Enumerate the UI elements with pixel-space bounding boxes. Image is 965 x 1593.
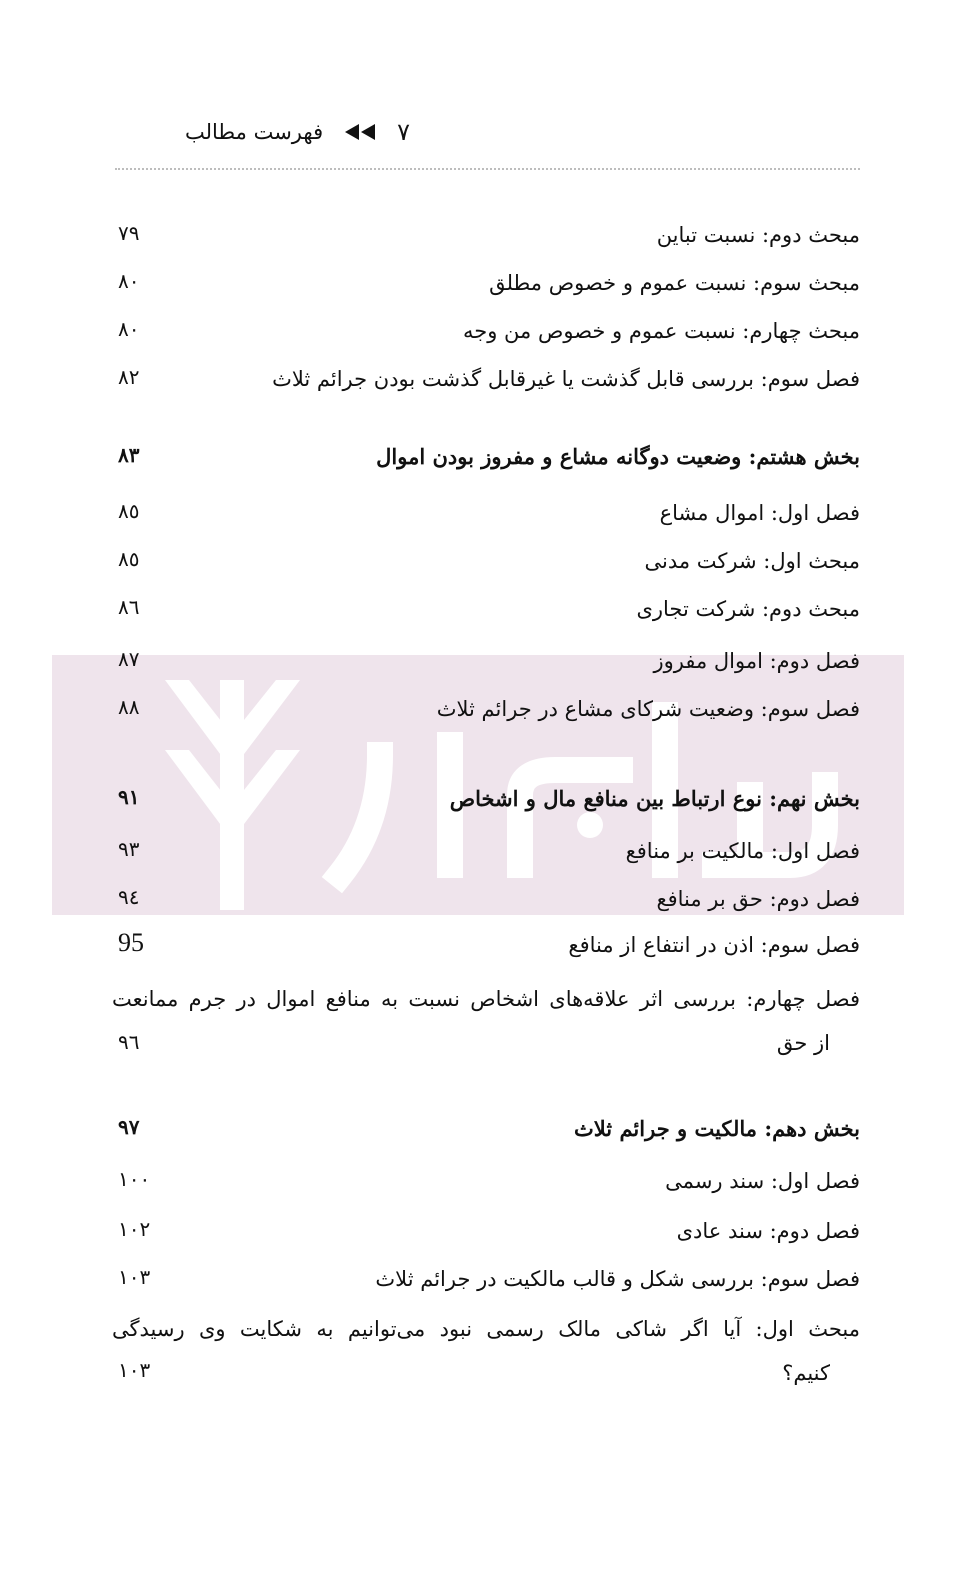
entry-title-line2: کنیم؟ xyxy=(782,1361,830,1385)
entry-title: مبحث اول: شرکت مدنی xyxy=(644,549,860,573)
entry-title: بخش هشتم: وضعیت دوگانه مشاع و مفروز بودن اموال xyxy=(376,444,860,469)
entry-page: ٨٦ xyxy=(118,595,140,619)
entry-title: فصل دوم: حق بر منافع xyxy=(656,887,860,911)
entry-title: بخش دهم: مالکیت و جرائم ثلاث xyxy=(574,1116,860,1141)
entry-page: ٨٢ xyxy=(118,365,140,389)
toc-entry[interactable] xyxy=(112,644,860,678)
entry-title: مبحث چهارم: نسبت عموم و خصوص من وجه xyxy=(462,319,860,343)
entry-title: مبحث دوم: شرکت تجاری xyxy=(636,597,860,621)
entry-title: فصل سوم: اذن در انتفاع از منافع xyxy=(568,933,860,957)
entry-title: فصل دوم: اموال مفروز xyxy=(653,649,860,673)
entry-page: ١٠٠ xyxy=(118,1167,151,1191)
toc-entry[interactable] xyxy=(112,314,860,348)
entry-page: ٩١ xyxy=(118,785,140,809)
header-title: فهرست مطالب xyxy=(185,120,324,144)
entry-title: فصل اول: سند رسمی xyxy=(665,1169,860,1193)
header-divider xyxy=(115,168,860,170)
toc-entry[interactable] xyxy=(112,266,860,300)
entry-title: فصل سوم: بررسی قابل گذشت یا غیرقابل گذشت بودن جرائم ثلاث xyxy=(272,367,860,391)
toc-entry[interactable] xyxy=(112,1262,860,1296)
entry-page: ٨٨ xyxy=(118,695,140,719)
entry-page: ٨٠ xyxy=(118,317,140,341)
toc-entry[interactable] xyxy=(112,834,860,868)
toc-entry[interactable] xyxy=(112,928,860,962)
entry-title: فصل سوم: بررسی شکل و قالب مالکیت در جرائم ثلاث xyxy=(375,1267,860,1291)
entry-page: ٨٥ xyxy=(118,547,140,571)
toc-entry[interactable] xyxy=(112,496,860,530)
entry-page: ٩٦ xyxy=(118,1030,140,1054)
toc-entry[interactable] xyxy=(112,1164,860,1198)
entry-page: ٧٩ xyxy=(118,221,140,245)
entry-page: ٨٣ xyxy=(118,443,140,467)
entry-title-line1: مبحث اول: آیا اگر شاکی مالک رسمی نبود می‌توانیم به شکایت وی رسیدگی xyxy=(112,1317,860,1341)
toc-entry-multiline[interactable] xyxy=(112,1312,860,1390)
entry-title: مبحث سوم: نسبت عموم و خصوص مطلق xyxy=(489,271,860,295)
entry-page: ٩٧ xyxy=(118,1115,140,1139)
entry-title: مبحث دوم: نسبت تباین xyxy=(656,223,860,247)
entry-page: ١٠٣ xyxy=(118,1265,151,1289)
entry-page: ١٠٣ xyxy=(118,1358,151,1382)
toc-entry[interactable] xyxy=(112,544,860,578)
entry-title-line2: از حق xyxy=(776,1031,830,1055)
header-page-number: ٧ xyxy=(397,118,410,146)
toc-part-heading[interactable] xyxy=(112,782,860,816)
entry-page: ٨٠ xyxy=(118,269,140,293)
toc-entry[interactable] xyxy=(112,362,860,396)
toc-part-heading[interactable] xyxy=(112,1112,860,1146)
entry-page: 95 xyxy=(118,928,144,957)
entry-title: بخش نهم: نوع ارتباط بین منافع مال و اشخاص xyxy=(449,786,860,811)
running-header xyxy=(120,112,410,152)
entry-title: فصل اول: مالکیت بر منافع xyxy=(625,839,860,863)
entry-title: فصل سوم: وضعیت شرکای مشاع در جرائم ثلاث xyxy=(436,697,860,721)
entry-page: ٨٧ xyxy=(118,647,140,671)
entry-title: فصل دوم: سند عادی xyxy=(676,1219,860,1243)
entry-title: فصل اول: اموال مشاع xyxy=(659,501,860,525)
toc-entry[interactable] xyxy=(112,882,860,916)
entry-page: ١٠٢ xyxy=(118,1217,151,1241)
entry-page: ٩٤ xyxy=(118,885,140,909)
entry-page: ٩٣ xyxy=(118,837,140,861)
toc-part-heading[interactable] xyxy=(112,440,860,474)
entry-page: ٨٥ xyxy=(118,499,140,523)
toc-entry[interactable] xyxy=(112,592,860,626)
toc-entry[interactable] xyxy=(112,1214,860,1248)
toc-entry-multiline[interactable] xyxy=(112,982,860,1060)
toc-entry[interactable] xyxy=(112,692,860,726)
toc-entry[interactable] xyxy=(112,218,860,252)
entry-title-line1: فصل چهارم: بررسی اثر علاقه‌های اشخاص نسبت به منافع اموال در جرم ممانعت xyxy=(112,987,860,1011)
double-chevron-icon xyxy=(345,124,375,140)
